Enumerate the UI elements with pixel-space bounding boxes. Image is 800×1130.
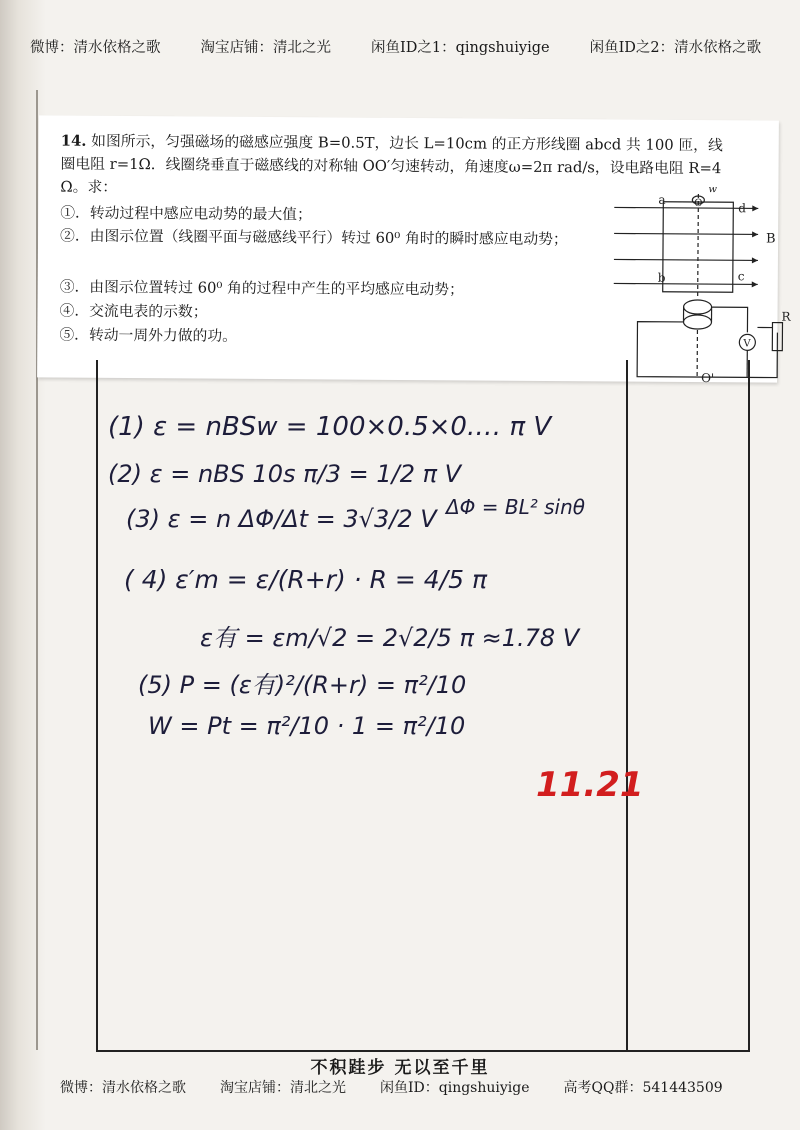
figure-voltmeter-label: V — [743, 338, 751, 350]
coil-figure — [607, 181, 791, 387]
question-item-3: ③．由图示位置转过 60⁰ 角的过程中产生的平均感应电动势； — [59, 278, 464, 299]
footer-band — [60, 1077, 723, 1097]
header-weibo: 微博：清水依格之歌 — [30, 40, 161, 56]
footer-motto: 不积跬步 无以至千里 — [310, 1058, 490, 1078]
question-line-3: Ω。求： — [60, 178, 118, 196]
answer-4-effective: ε有 = εm/√2 = 2√2/5 π ≈1.78 V — [200, 624, 580, 652]
question-number: 14. — [60, 132, 87, 150]
question-item-2: ②．由图示位置（线圈平面与磁感线平行）转过 60⁰ 角时的瞬时感应电动势； — [60, 227, 568, 249]
figure-label-omega: w — [708, 184, 718, 196]
score-mark: 11.21 — [536, 765, 644, 805]
answer-1: (1) ε = nBSw = 100×0.5×0.… π V — [108, 412, 552, 442]
header-xianyu-1: 闲鱼ID之1：qingshuiyige — [371, 40, 550, 56]
question-paper — [37, 115, 791, 386]
footer-taobao: 淘宝店铺：清北之光 — [220, 1080, 346, 1096]
question-item-5: ⑤．转动一周外力做的功。 — [59, 326, 238, 345]
answer-3: (3) ε = n ΔΦ/Δt = 3√3/2 V — [126, 505, 437, 533]
figure-label-b: b — [657, 270, 666, 285]
question-line-1: 如图所示，匀强磁场的磁感应强度 B=0.5T，边长 L=10cm 的正方形线圈 abcd 共 100 匝，线 — [91, 132, 723, 155]
figure-label-d: d — [738, 201, 747, 216]
answer-4: ( 4) ε′m = ε/(R+r) · R = 4/5 π — [124, 565, 488, 594]
figure-label-c: c — [737, 269, 745, 284]
figure-label-B: B — [766, 231, 776, 247]
figure-resistor-label: R — [781, 309, 791, 324]
header-taobao: 淘宝店铺：清北之光 — [200, 40, 331, 56]
figure-label-o-bottom: O' — [701, 371, 715, 386]
answer-2: (2) ε = nBS 10s π/3 = 1/2 π V — [108, 460, 462, 488]
footer-xianyu: 闲鱼ID：qingshuiyige — [380, 1080, 530, 1096]
answer-3-note: ΔΦ = BL² sinθ — [446, 495, 586, 519]
footer-qq: 高考QQ群：541443509 — [563, 1080, 723, 1096]
question-line-2: 圈电阻 r=1Ω．线圈绕垂直于磁感线的对称轴 OO′匀速转动，角速度ω=2π rad/s，设电路电阻 R=4 — [60, 155, 722, 178]
answer-box-divider — [626, 360, 628, 1050]
answer-5-work: W = Pt = π²/10 · 1 = π²/10 — [148, 712, 466, 740]
figure-label-o-top: O — [694, 197, 703, 210]
header-band — [30, 36, 770, 60]
header-xianyu-2: 闲鱼ID之2：清水依格之歌 — [589, 40, 762, 56]
answer-5: (5) P = (ε有)²/(R+r) = π²/10 — [138, 671, 467, 699]
footer-weibo: 微博：清水依格之歌 — [60, 1080, 186, 1096]
question-item-4: ④．交流电表的示数； — [59, 302, 208, 321]
question-item-1: ①．转动过程中感应电动势的最大值； — [60, 204, 312, 224]
figure-label-a: a — [658, 192, 666, 207]
